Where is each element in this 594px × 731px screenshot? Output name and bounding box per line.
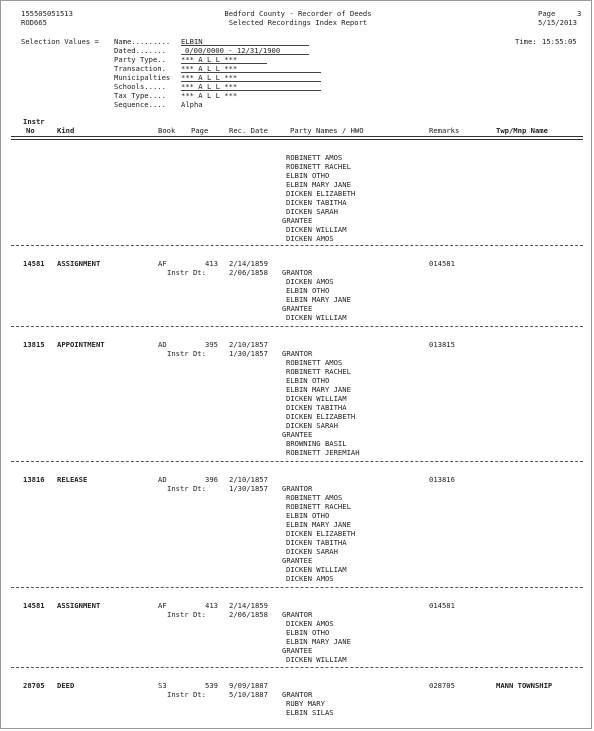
grantor-label: GRANTOR [282, 484, 313, 493]
grantee-label: GRANTEE [282, 304, 313, 313]
party-name: DICKEN AMOS [286, 234, 334, 243]
instr-dt-label: Instr Dt: [167, 610, 206, 619]
record-divider [11, 245, 583, 246]
book: S3 [158, 681, 167, 690]
party-name: DICKEN AMOS [286, 574, 334, 583]
instr-no: 14581 [23, 259, 45, 268]
report-id: 155505051513 [21, 9, 73, 18]
remarks: 028705 [429, 681, 455, 690]
grantee-label: GRANTEE [282, 430, 313, 439]
party-name: DICKEN TABITHA [286, 538, 347, 547]
selection-label: Schools..... [114, 82, 166, 91]
page: 395 [205, 340, 218, 349]
time-label: Time: [515, 37, 537, 46]
selection-label: Dated....... [114, 46, 166, 55]
form-code: ROD665 [21, 18, 47, 27]
col-twp: Twp/Mnp Name [496, 126, 548, 135]
grantee-label: GRANTEE [282, 216, 313, 225]
grantor-label: GRANTOR [282, 690, 313, 699]
instr-no: 13815 [23, 340, 45, 349]
page: 396 [205, 475, 218, 484]
party-name: DICKEN SARAH [286, 421, 338, 430]
party-name: ELBIN OTHO [286, 171, 330, 180]
instr-date: 1/30/1857 [229, 484, 268, 493]
party-name: ELBIN OTHO [286, 376, 330, 385]
party-name: DICKEN WILLIAM [286, 313, 347, 322]
rec-date: 2/10/1857 [229, 475, 268, 484]
book: AF [158, 601, 167, 610]
record-divider [11, 587, 583, 588]
party-name: ROBINETT AMOS [286, 358, 343, 367]
party-name: ROBINETT JEREMIAH [286, 448, 360, 457]
selection-label: Name......... [114, 37, 171, 46]
grantee-label: GRANTEE [282, 646, 313, 655]
instr-no: 28705 [23, 681, 45, 690]
instr-date: 5/10/1887 [229, 690, 268, 699]
remarks: 014581 [429, 601, 455, 610]
party-name: ROBINETT AMOS [286, 153, 343, 162]
selection-value: Alpha [181, 100, 203, 109]
instr-no: 14581 [23, 601, 45, 610]
party-name: DICKEN SARAH [286, 207, 338, 216]
instr-kind: APPOINTMENT [57, 340, 105, 349]
party-name: DICKEN SARAH [286, 547, 338, 556]
party-name: ROBINETT RACHEL [286, 502, 351, 511]
party-name: ELBIN OTHO [286, 628, 330, 637]
rec-date: 2/10/1857 [229, 340, 268, 349]
col-remarks: Remarks [429, 126, 460, 135]
instr-date: 1/30/1857 [229, 349, 268, 358]
instr-dt-label: Instr Dt: [167, 690, 206, 699]
header-divider [11, 136, 583, 140]
instr-kind: DEED [57, 681, 75, 690]
party-name: DICKEN ELIZABETH [286, 189, 356, 198]
record-divider [11, 667, 583, 668]
party-name: BROWNING BASIL [286, 439, 347, 448]
twp-name: MANN TOWNSHIP [496, 681, 553, 690]
party-name: ROBINETT RACHEL [286, 162, 351, 171]
party-name: DICKEN TABITHA [286, 403, 347, 412]
instr-kind: ASSIGNMENT [57, 259, 101, 268]
party-name: DICKEN TABITHA [286, 198, 347, 207]
party-name: ROBINETT RACHEL [286, 367, 351, 376]
report-date: 5/15/2013 [538, 18, 577, 27]
remarks: 014581 [429, 259, 455, 268]
party-name: ELBIN MARY JANE [286, 520, 351, 529]
party-name: DICKEN AMOS [286, 277, 334, 286]
col-kind: Kind [57, 126, 75, 135]
col-book: Book [158, 126, 176, 135]
county-line: Bedford County - Recorder of Deeds [224, 9, 372, 18]
col-instr-no: No [26, 126, 35, 135]
selection-value: ELBIN [181, 37, 203, 46]
selection-value: *** A L L *** [181, 82, 238, 91]
grantor-label: GRANTOR [282, 349, 313, 358]
instr-dt-label: Instr Dt: [167, 349, 206, 358]
col-rec-date: Rec. Date [229, 126, 268, 135]
col-party-names: Party Names / HWO [290, 126, 364, 135]
party-name: ROBINETT AMOS [286, 493, 343, 502]
page: 413 [205, 601, 218, 610]
instr-kind: ASSIGNMENT [57, 601, 101, 610]
party-name: DICKEN ELIZABETH [286, 529, 356, 538]
selection-value: *** A L L *** [181, 73, 238, 82]
page: 539 [205, 681, 218, 690]
selection-value: *** A L L *** [181, 64, 238, 73]
record-divider [11, 461, 583, 462]
report-title: Selected Recordings Index Report [228, 18, 368, 27]
grantor-label: GRANTOR [282, 268, 313, 277]
party-name: DICKEN WILLIAM [286, 655, 347, 664]
selection-value: 0/00/0000 - 12/31/1900 [185, 46, 281, 55]
instr-date: 2/06/1858 [229, 610, 268, 619]
selection-value: *** A L L *** [181, 55, 238, 64]
instr-no: 13816 [23, 475, 45, 484]
instr-dt-label: Instr Dt: [167, 268, 206, 277]
page: 413 [205, 259, 218, 268]
party-name: DICKEN WILLIAM [286, 394, 347, 403]
book: AD [158, 475, 167, 484]
party-name: DICKEN WILLIAM [286, 565, 347, 574]
rec-date: 2/14/1859 [229, 601, 268, 610]
party-name: ELBIN SILAS [286, 708, 334, 717]
party-name: DICKEN AMOS [286, 619, 334, 628]
party-name: DICKEN WILLIAM [286, 225, 347, 234]
instr-dt-label: Instr Dt: [167, 484, 206, 493]
party-name: ELBIN MARY JANE [286, 385, 351, 394]
book: AD [158, 340, 167, 349]
page-label: Page [538, 9, 556, 18]
selection-label: Sequence.... [114, 100, 166, 109]
page-number: 3 [577, 9, 582, 18]
selection-label: Municipalties [114, 73, 171, 82]
party-name: ELBIN MARY JANE [286, 180, 351, 189]
report-time: 15:55:05 [542, 37, 577, 46]
remarks: 013816 [429, 475, 455, 484]
party-name: ELBIN OTHO [286, 286, 330, 295]
rec-date: 9/09/1887 [229, 681, 268, 690]
selection-value: *** A L L *** [181, 91, 238, 100]
party-name: ELBIN OTHO [286, 511, 330, 520]
instr-date: 2/06/1858 [229, 268, 268, 277]
rec-date: 2/14/1859 [229, 259, 268, 268]
selection-title: Selection Values = [21, 37, 99, 46]
col-page: Page [191, 126, 209, 135]
grantee-label: GRANTEE [282, 556, 313, 565]
selection-label: Party Type.. [114, 55, 166, 64]
book: AF [158, 259, 167, 268]
party-name: ELBIN MARY JANE [286, 295, 351, 304]
selection-label: Transaction. [114, 64, 166, 73]
record-divider [11, 326, 583, 327]
party-name: RUBY MARY [286, 699, 325, 708]
grantor-label: GRANTOR [282, 610, 313, 619]
remarks: 013815 [429, 340, 455, 349]
party-name: DICKEN ELIZABETH [286, 412, 356, 421]
instr-kind: RELEASE [57, 475, 88, 484]
selection-label: Tax Type.... [114, 91, 166, 100]
party-name: ELBIN MARY JANE [286, 637, 351, 646]
col-instr-top: Instr [23, 117, 45, 126]
